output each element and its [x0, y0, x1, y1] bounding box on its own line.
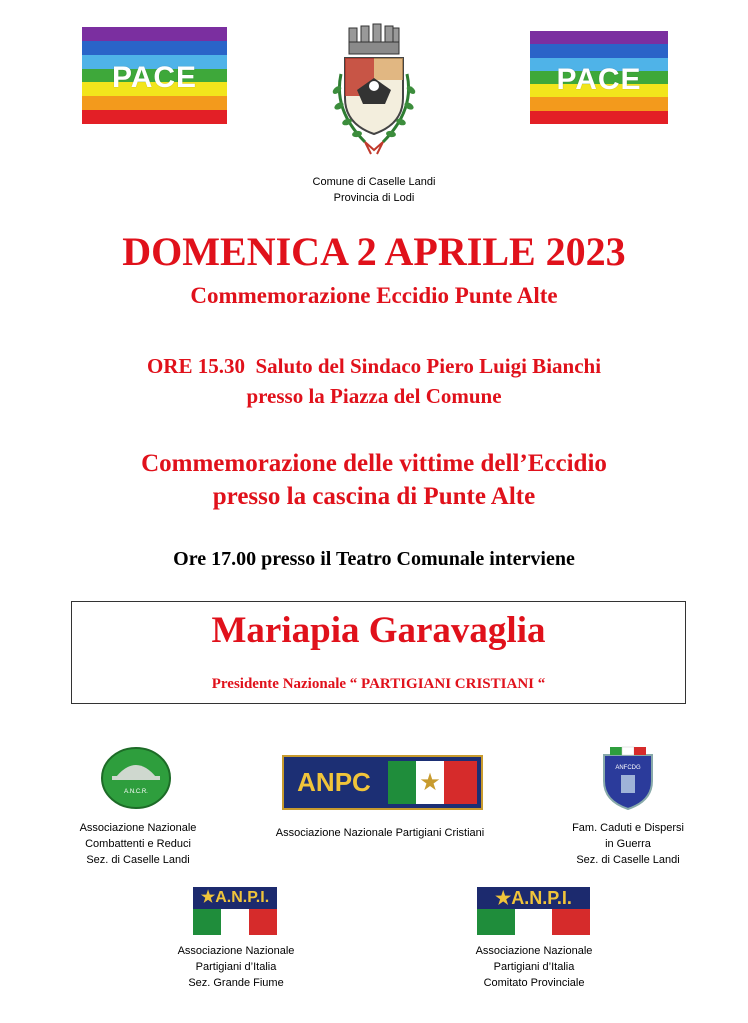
flag-stripe	[82, 41, 227, 55]
pace-flag-left	[82, 27, 227, 124]
anpi-left-line-2: Partigiani d’Italia	[195, 961, 277, 973]
anpi-right-line-3: Comitato Provinciale	[483, 977, 585, 989]
star-icon: ★	[200, 889, 216, 906]
flag-stripe	[530, 97, 668, 110]
program-line-2: presso la Piazza del Comune	[246, 384, 502, 408]
anfcdg-badge-text: ANFCDG	[615, 765, 641, 771]
ancr-badge-text: A.N.C.R.	[124, 789, 148, 795]
anpc-caption: Associazione Nazionale Partigiani Cristiani	[275, 827, 485, 839]
comune-name: Comune di Caselle Landi	[312, 176, 436, 188]
anpi-left-line-3: Sez. Grande Fiume	[188, 977, 284, 989]
flag-stripe	[82, 110, 227, 124]
flag-stripe	[530, 111, 668, 124]
ancr-line-2: Combattenti e Reduci	[85, 838, 191, 850]
anpi-right-caption	[446, 943, 622, 991]
ancr-line-3: Sez. di Caselle Landi	[86, 854, 190, 866]
star-icon: ★	[416, 761, 444, 804]
crest-icon	[325, 20, 423, 160]
ancr-helmet-icon	[100, 747, 172, 809]
event-date: DOMENICA 2 APRILE 2023	[122, 229, 626, 274]
flag-stripe	[530, 44, 668, 57]
ancr-logo	[100, 747, 172, 809]
star-icon: ★	[495, 888, 512, 908]
municipal-crest	[325, 20, 423, 160]
pace-flag-left-label: PACE	[111, 61, 198, 94]
anpi-left-white	[221, 909, 249, 935]
anpi-left-green	[193, 909, 221, 935]
flag-stripe	[82, 27, 227, 41]
speaker-role: Presidente Nazionale “ PARTIGIANI CRISTIANI “	[211, 676, 546, 692]
anpi-right-line-2: Partigiani d’Italia	[493, 961, 575, 973]
program-line-1: ORE 15.30 Saluto del Sindaco Piero Luigi Bianchi	[146, 354, 602, 378]
anpc-flag-red	[444, 761, 477, 804]
anfcdg-line-3: Sez. di Caselle Landi	[576, 854, 680, 866]
anpi-right-red	[552, 909, 590, 935]
event-subtitle: Commemorazione Eccidio Punte Alte	[190, 283, 558, 308]
pace-flag-right-label: PACE	[556, 63, 642, 96]
anpi-right-line-1: Associazione Nazionale	[475, 945, 593, 957]
commemoration-line-1: Commemorazione delle vittime dell’Eccidio	[141, 450, 607, 477]
pace-flag-right	[530, 31, 668, 124]
anpi-left-line-1: Associazione Nazionale	[177, 945, 295, 957]
anpi-left-red	[249, 909, 277, 935]
ancr-line-1: Associazione Nazionale	[79, 822, 197, 834]
flag-stripe	[530, 31, 668, 44]
anpi-left-caption	[148, 943, 324, 991]
anpi-logo-right	[477, 887, 590, 935]
anfcdg-caption	[543, 820, 713, 868]
anpc-flag-green	[388, 761, 416, 804]
teatro-line: Ore 17.00 presso il Teatro Comunale interviene	[173, 548, 575, 570]
anpi-left-badge-text: A.N.P.I.	[215, 889, 270, 906]
anpc-logo	[282, 755, 483, 810]
anfcdg-line-1: Fam. Caduti e Dispersi	[572, 822, 684, 834]
anfcdg-logo	[600, 745, 656, 811]
flag-stripe	[82, 96, 227, 110]
anpi-right-badge	[477, 887, 590, 909]
commemoration-line-2: presso la cascina di Punte Alte	[212, 483, 536, 510]
anpi-left-badge	[193, 887, 277, 909]
anfcdg-shield-icon	[600, 745, 656, 811]
speaker-name: Mariapia Garavaglia	[211, 610, 546, 651]
ancr-caption	[58, 820, 218, 868]
anfcdg-line-2: in Guerra	[605, 838, 651, 850]
anpc-badge: ANPC	[297, 767, 371, 797]
anpi-logo-left	[193, 887, 277, 935]
anpi-right-white	[515, 909, 552, 935]
provincia-name: Provincia di Lodi	[333, 192, 415, 204]
anpi-right-badge-text: A.N.P.I.	[511, 888, 572, 908]
anpi-right-green	[477, 909, 515, 935]
speaker-box	[71, 601, 686, 704]
